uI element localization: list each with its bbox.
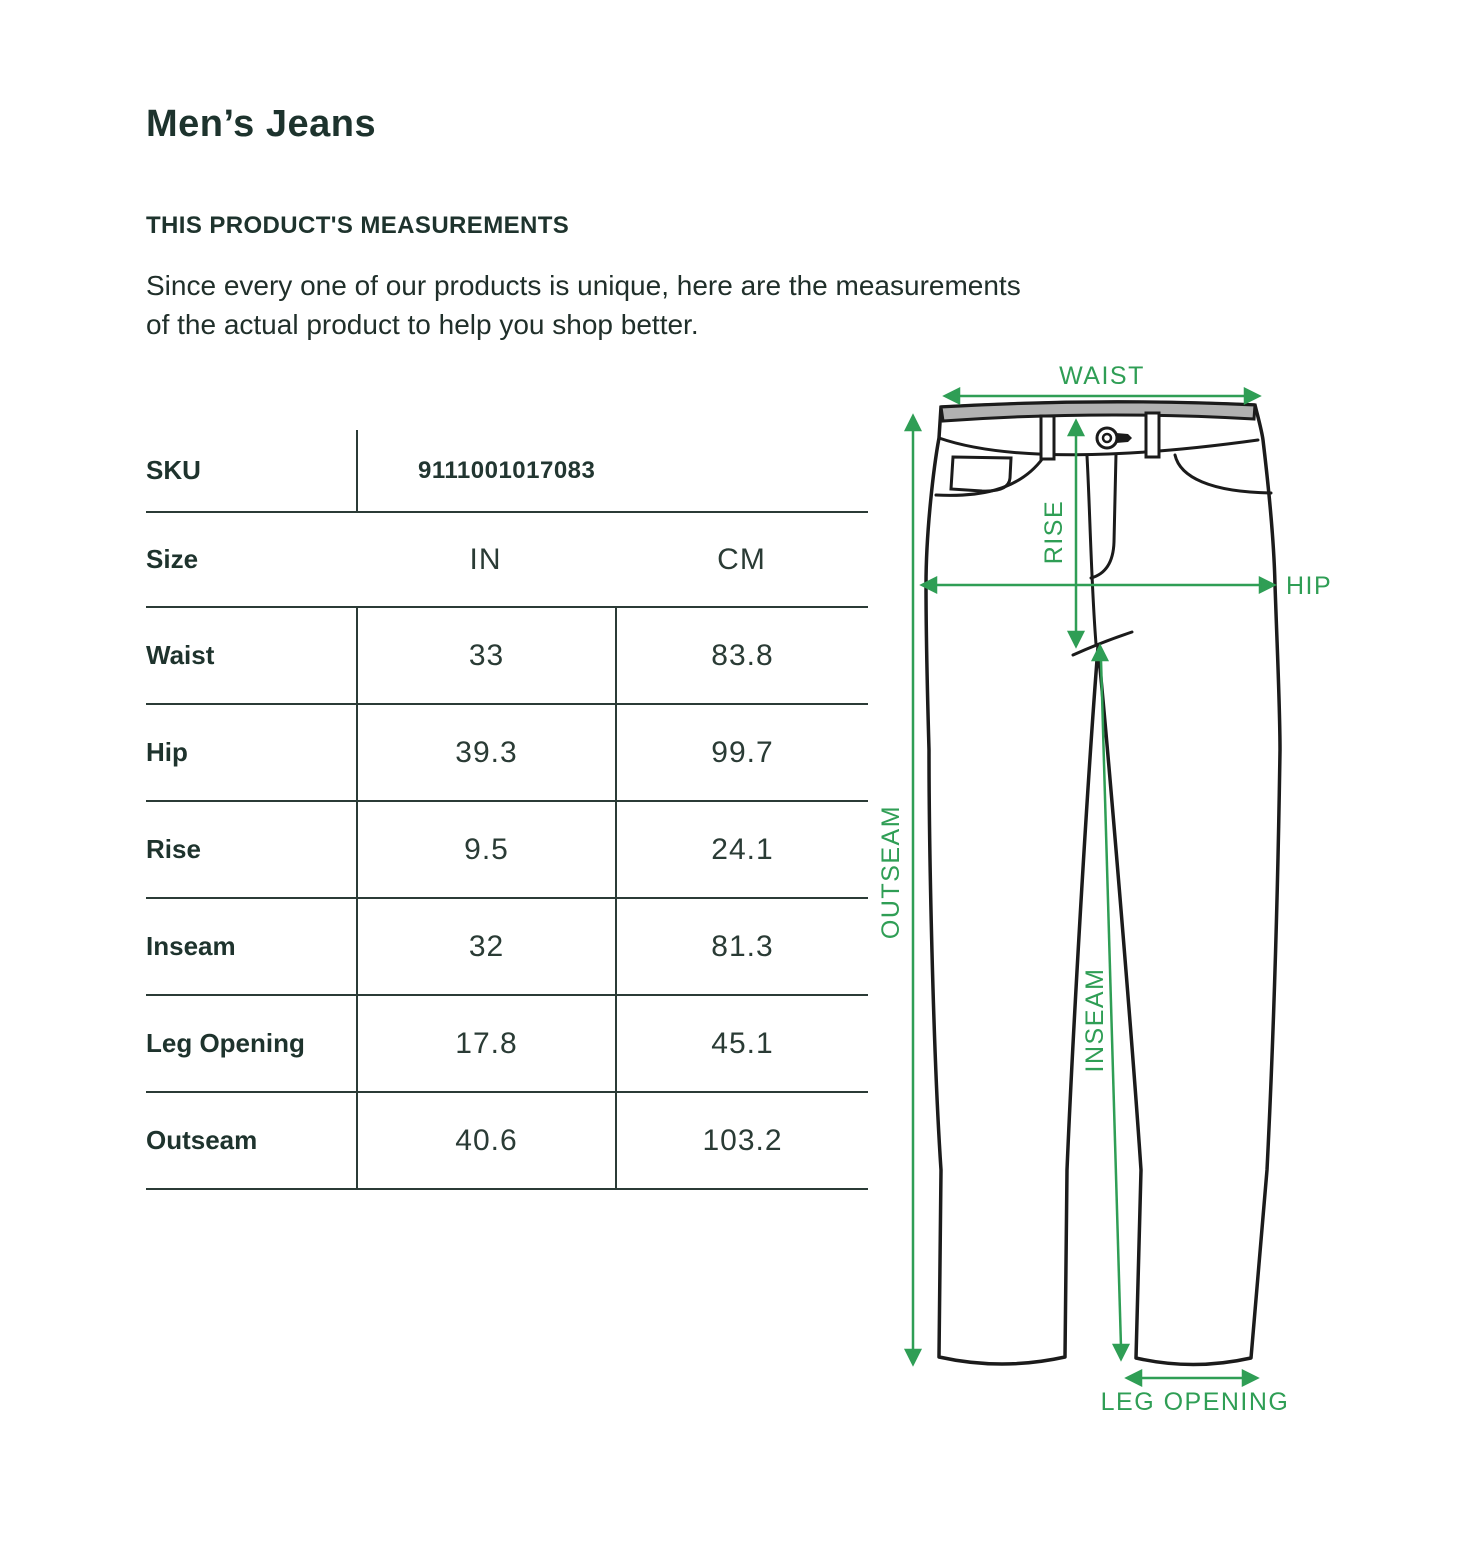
table-row-size-header bbox=[146, 513, 868, 608]
row-label: Leg Opening bbox=[146, 1028, 305, 1058]
sku-value: 9111001017083 bbox=[356, 430, 868, 511]
row-value-cm: 83.8 bbox=[615, 608, 868, 703]
outseam-arrow-label: OUTSEAM bbox=[877, 804, 905, 940]
table-row bbox=[146, 608, 868, 705]
unit-header-cm: CM bbox=[717, 542, 766, 576]
row-value-cm: 45.1 bbox=[615, 996, 868, 1091]
unit-header-in: IN bbox=[469, 542, 502, 576]
row-value-in: 33 bbox=[356, 608, 615, 703]
size-label: Size bbox=[146, 544, 199, 574]
row-label: Rise bbox=[146, 834, 201, 864]
jeans-diagram-svg bbox=[858, 350, 1358, 1440]
page-title: Men’s Jeans bbox=[146, 103, 377, 145]
row-label: Hip bbox=[146, 737, 188, 767]
intro-line-2: of the actual product to help you shop better. bbox=[146, 309, 699, 340]
row-label: Inseam bbox=[146, 931, 236, 961]
jeans-outline bbox=[926, 402, 1280, 1365]
row-value-in: 17.8 bbox=[356, 996, 615, 1091]
row-value-cm: 103.2 bbox=[615, 1093, 868, 1188]
belt-loop-left bbox=[1041, 416, 1054, 459]
row-value-cm: 81.3 bbox=[615, 899, 868, 994]
row-value-in: 32 bbox=[356, 899, 615, 994]
row-value-in: 9.5 bbox=[356, 802, 615, 897]
table-row bbox=[146, 1093, 868, 1190]
row-value-in: 39.3 bbox=[356, 705, 615, 800]
table-row bbox=[146, 996, 868, 1093]
jeans-measurement-diagram bbox=[858, 350, 1358, 1440]
table-row bbox=[146, 705, 868, 802]
table-row bbox=[146, 899, 868, 996]
rise-arrow-label: RISE bbox=[1040, 499, 1068, 565]
measurements-table bbox=[146, 430, 868, 1190]
hip-arrow-label: HIP bbox=[1286, 572, 1333, 600]
row-value-cm: 24.1 bbox=[615, 802, 868, 897]
intro-paragraph bbox=[146, 266, 1021, 344]
row-value-cm: 99.7 bbox=[615, 705, 868, 800]
belt-loop-right bbox=[1146, 413, 1159, 457]
row-label: Waist bbox=[146, 640, 215, 670]
section-heading: THIS PRODUCT'S MEASUREMENTS bbox=[146, 212, 570, 239]
intro-line-1: Since every one of our products is unique, here are the measurements bbox=[146, 270, 1021, 301]
inseam-arrow-label: INSEAM bbox=[1081, 967, 1109, 1073]
row-label: Outseam bbox=[146, 1125, 258, 1155]
leg-opening-arrow-label: LEG OPENING bbox=[1100, 1388, 1290, 1416]
sku-label: SKU bbox=[146, 455, 201, 485]
table-row bbox=[146, 802, 868, 899]
row-value-in: 40.6 bbox=[356, 1093, 615, 1188]
waist-arrow-label: WAIST bbox=[1059, 362, 1145, 390]
table-row-sku bbox=[146, 430, 868, 513]
